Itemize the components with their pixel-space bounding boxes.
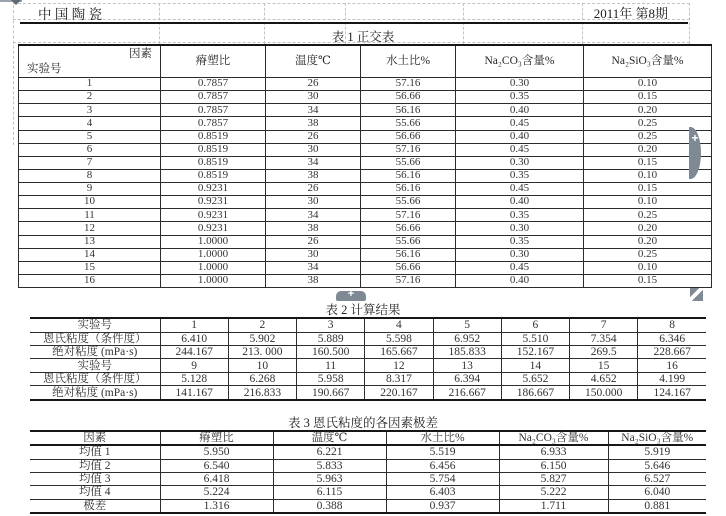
table-row <box>19 156 712 169</box>
table-row <box>19 248 712 261</box>
table-row <box>19 235 712 248</box>
cell: 6.268 <box>228 372 296 385</box>
cell: 5.889 <box>297 332 365 345</box>
cell: 6.418 <box>160 472 273 485</box>
table1-caption: 表 1 正交表 <box>331 30 395 44</box>
cell: 5.919 <box>608 445 706 459</box>
table-row <box>30 345 706 358</box>
cell: 0.45 <box>456 183 584 196</box>
cell: 55.66 <box>361 196 456 209</box>
cell: 5.519 <box>386 445 499 459</box>
cell: 30 <box>266 196 361 209</box>
cell: 5.833 <box>273 459 386 472</box>
cell: 0.20 <box>584 143 712 156</box>
cell: 0.20 <box>584 104 712 117</box>
cell: 均值 4 <box>30 486 160 499</box>
corner-factor-label: 因素 <box>129 48 152 60</box>
cell: 0.388 <box>273 499 386 513</box>
cell: 0.30 <box>456 78 584 91</box>
cell: 2 <box>19 91 161 104</box>
cell: 244.167 <box>160 345 228 358</box>
cell: 4 <box>19 117 161 130</box>
cell: 0.40 <box>456 130 584 143</box>
journal-title: 中 国 陶 瓷 <box>38 7 103 22</box>
table-row <box>19 261 712 274</box>
cell: 因素 <box>30 431 160 445</box>
cell: 14 <box>19 248 161 261</box>
cell: 水土比% <box>361 45 456 78</box>
cell: 0.9231 <box>161 196 266 209</box>
cell: 温度℃ <box>273 431 386 445</box>
cell: 160.500 <box>297 345 365 358</box>
cell: 0.35 <box>456 235 584 248</box>
cell: 6.403 <box>386 486 499 499</box>
cell: 0.40 <box>456 196 584 209</box>
cell: 11 <box>19 209 161 222</box>
table-row <box>30 332 706 345</box>
cell: 9 <box>160 359 228 372</box>
cell: 11 <box>297 359 365 372</box>
table-row <box>30 472 706 485</box>
cell: 12 <box>365 359 433 372</box>
caret-down-icon <box>11 0 21 5</box>
cell: 55.66 <box>361 156 456 169</box>
cell: 6 <box>19 143 161 156</box>
cell: 0.40 <box>456 104 584 117</box>
cell: 26 <box>266 130 361 143</box>
cell: 6.540 <box>160 459 273 472</box>
cell: 56.66 <box>361 261 456 274</box>
cell: 7 <box>570 318 638 332</box>
table-row <box>30 445 706 459</box>
cell: 0.35 <box>456 209 584 222</box>
cell: 0.8519 <box>161 169 266 182</box>
cell: 5.958 <box>297 372 365 385</box>
corner-experiment-label: 实验号 <box>27 62 62 75</box>
cell: 228.667 <box>638 345 706 358</box>
cell: 0.9231 <box>161 209 266 222</box>
cell: 0.45 <box>456 143 584 156</box>
cell: 6.410 <box>160 332 228 345</box>
cell: 5.646 <box>608 459 706 472</box>
cell: 30 <box>266 143 361 156</box>
cell: 0.10 <box>584 78 712 91</box>
cell: 5.510 <box>501 332 569 345</box>
table-row <box>19 104 712 117</box>
cell: 0.40 <box>456 274 584 287</box>
table-row <box>30 359 706 372</box>
cell: 实验号 <box>30 359 160 372</box>
plus-icon: + <box>691 131 699 145</box>
table-row <box>19 196 712 209</box>
cell: 0.10 <box>584 261 712 274</box>
table-row <box>19 78 712 91</box>
cell: 极差 <box>30 499 160 513</box>
cell: 26 <box>266 235 361 248</box>
cell: 绝对粘度 (mPa·s) <box>30 386 160 400</box>
table-row <box>19 274 712 287</box>
cell: 1.0000 <box>161 261 266 274</box>
cell: 0.30 <box>456 222 584 235</box>
cell: 57.16 <box>361 78 456 91</box>
cell: 10 <box>19 196 161 209</box>
cell: 1.0000 <box>161 248 266 261</box>
cell: 5.963 <box>273 472 386 485</box>
table-row <box>19 117 712 130</box>
cell: 0.20 <box>584 235 712 248</box>
cell: 6.394 <box>433 372 501 385</box>
cell: 0.15 <box>584 274 712 287</box>
cell: 216.833 <box>228 386 296 400</box>
cell: 0.30 <box>456 156 584 169</box>
cell: 0.7857 <box>161 117 266 130</box>
cell: 5 <box>19 130 161 143</box>
cell: 141.167 <box>160 386 228 400</box>
cell: 38 <box>266 169 361 182</box>
cell: 6.952 <box>433 332 501 345</box>
cell: 34 <box>266 156 361 169</box>
cell: 5.652 <box>501 372 569 385</box>
corner-cell <box>19 45 161 78</box>
cell: 恩氏粘度（条件度） <box>30 372 160 385</box>
table3-header-row <box>30 431 706 445</box>
table-row <box>19 130 712 143</box>
cell: 56.16 <box>361 104 456 117</box>
cell: 8 <box>638 318 706 332</box>
cell: 16 <box>638 359 706 372</box>
cell: 0.15 <box>584 156 712 169</box>
cell: 0.35 <box>456 169 584 182</box>
cell: 0.20 <box>584 222 712 235</box>
cell: 0.10 <box>584 169 712 182</box>
cell: 6.933 <box>499 445 608 459</box>
cell: 6 <box>501 318 569 332</box>
cell: 0.25 <box>584 248 712 261</box>
table-row <box>30 499 706 513</box>
cell: Na₂CO₃含量% <box>456 45 584 78</box>
header-rule <box>20 22 688 24</box>
table-row <box>19 222 712 235</box>
cell: 30 <box>266 248 361 261</box>
cell: 15 <box>570 359 638 372</box>
table2-caption: 表 2 计算结果 <box>325 303 401 317</box>
cell: 0.25 <box>584 130 712 143</box>
cell: 16 <box>19 274 161 287</box>
cell: 0.15 <box>584 91 712 104</box>
cell: 3 <box>19 104 161 117</box>
cell: 0.8519 <box>161 143 266 156</box>
cell: 5.598 <box>365 332 433 345</box>
cell: 185.833 <box>433 345 501 358</box>
cell: Na₂CO₃含量% <box>499 431 608 445</box>
cell: 38 <box>266 222 361 235</box>
cell: 9 <box>19 183 161 196</box>
cell: 165.667 <box>365 345 433 358</box>
table2-body <box>30 318 706 400</box>
table1-body <box>19 78 712 288</box>
results-table <box>30 317 706 401</box>
cell: 38 <box>266 117 361 130</box>
cell: 190.667 <box>297 386 365 400</box>
cell: 4.652 <box>570 372 638 385</box>
cell: 152.167 <box>501 345 569 358</box>
table1-header-row <box>19 45 712 78</box>
grid-line <box>13 19 690 20</box>
cell: 13 <box>433 359 501 372</box>
cell: 水土比% <box>386 431 499 445</box>
orthogonal-table <box>18 44 712 288</box>
cell: 均值 1 <box>30 445 160 459</box>
cell: 57.16 <box>361 143 456 156</box>
cell: 0.45 <box>456 261 584 274</box>
cell: 1 <box>160 318 228 332</box>
cell: 12 <box>19 222 161 235</box>
cell: 恩氏粘度（条件度） <box>30 332 160 345</box>
table-row <box>30 372 706 385</box>
cell: 0.10 <box>584 196 712 209</box>
cell: 0.8519 <box>161 156 266 169</box>
cell: 8.317 <box>365 372 433 385</box>
cell: 56.16 <box>361 183 456 196</box>
cell: 55.66 <box>361 117 456 130</box>
cell: 温度℃ <box>266 45 361 78</box>
table-row <box>30 486 706 499</box>
table-row <box>19 143 712 156</box>
cell: 5.902 <box>228 332 296 345</box>
table-row <box>19 209 712 222</box>
cell: 1.711 <box>499 499 608 513</box>
cell: 34 <box>266 209 361 222</box>
cell: 56.16 <box>361 169 456 182</box>
cell: 0.35 <box>456 91 584 104</box>
cell: 瘠塑比 <box>161 45 266 78</box>
cell: 0.937 <box>386 499 499 513</box>
cell: 8 <box>19 169 161 182</box>
cell: 6.221 <box>273 445 386 459</box>
cell: 56.16 <box>361 248 456 261</box>
cell: 0.9231 <box>161 222 266 235</box>
cell: 26 <box>266 78 361 91</box>
cell: 150.000 <box>570 386 638 400</box>
cell: 15 <box>19 261 161 274</box>
cell: Na₂SiO₃含量% <box>608 431 706 445</box>
cell: 0.7857 <box>161 91 266 104</box>
issue-label: 2011年 第8期 <box>593 6 668 21</box>
cell: 0.9231 <box>161 183 266 196</box>
cell: 瘠塑比 <box>160 431 273 445</box>
cell: 0.7857 <box>161 78 266 91</box>
cell: 0.7857 <box>161 104 266 117</box>
cell: 269.5 <box>570 345 638 358</box>
cell: 5.128 <box>160 372 228 385</box>
grid-line <box>13 3 690 4</box>
cell: 7 <box>19 156 161 169</box>
table3-body <box>30 445 706 513</box>
resize-grip-icon[interactable] <box>690 288 703 301</box>
cell: 220.167 <box>365 386 433 400</box>
cell: 5.950 <box>160 445 273 459</box>
cell: 实验号 <box>30 318 160 332</box>
table-row <box>19 183 712 196</box>
range-analysis-table <box>30 430 706 514</box>
table-row <box>19 91 712 104</box>
cell: 213. 000 <box>228 345 296 358</box>
cell: Na₂SiO₃含量% <box>584 45 712 78</box>
cell: 13 <box>19 235 161 248</box>
cell: 0.45 <box>456 117 584 130</box>
cell: 14 <box>501 359 569 372</box>
cell: 10 <box>228 359 296 372</box>
cell: 57.16 <box>361 209 456 222</box>
cell: 6.527 <box>608 472 706 485</box>
cell: 56.66 <box>361 130 456 143</box>
cell: 186.667 <box>501 386 569 400</box>
cell: 6.040 <box>608 486 706 499</box>
plus-icon: + <box>347 288 355 300</box>
cell: 55.66 <box>361 235 456 248</box>
cell: 均值 2 <box>30 459 160 472</box>
cell: 216.667 <box>433 386 501 400</box>
cell: 4 <box>365 318 433 332</box>
cell: 0.25 <box>584 117 712 130</box>
cell: 均值 3 <box>30 472 160 485</box>
cell: 0.881 <box>608 499 706 513</box>
cell: 38 <box>266 274 361 287</box>
cell: 5.827 <box>499 472 608 485</box>
cell: 1.316 <box>160 499 273 513</box>
table3-caption: 表 3 恩氏粘度的各因素极差 <box>287 416 438 430</box>
cell: 5 <box>433 318 501 332</box>
grid-line <box>13 0 14 145</box>
cell: 56.66 <box>361 222 456 235</box>
cell: 5.754 <box>386 472 499 485</box>
cell: 6.115 <box>273 486 386 499</box>
cell: 5.224 <box>160 486 273 499</box>
cell: 6.456 <box>386 459 499 472</box>
cell: 56.66 <box>361 91 456 104</box>
cell: 3 <box>297 318 365 332</box>
table-row <box>30 459 706 472</box>
cell: 30 <box>266 91 361 104</box>
cell: 1.0000 <box>161 274 266 287</box>
cell: 1 <box>19 78 161 91</box>
cell: 4.199 <box>638 372 706 385</box>
cell: 0.25 <box>584 209 712 222</box>
cell: 6.346 <box>638 332 706 345</box>
cell: 0.15 <box>584 183 712 196</box>
cell: 2 <box>228 318 296 332</box>
cell: 6.150 <box>499 459 608 472</box>
table-row <box>19 169 712 182</box>
table-row <box>30 386 706 400</box>
cell: 124.167 <box>638 386 706 400</box>
cell: 34 <box>266 261 361 274</box>
cell: 57.16 <box>361 274 456 287</box>
cell: 7.354 <box>570 332 638 345</box>
cell: 1.0000 <box>161 235 266 248</box>
table-row <box>30 318 706 332</box>
cell: 34 <box>266 104 361 117</box>
cell: 0.8519 <box>161 130 266 143</box>
cell: 0.30 <box>456 248 584 261</box>
cell: 5.222 <box>499 486 608 499</box>
cell: 绝对粘度 (mPa·s) <box>30 345 160 358</box>
cell: 26 <box>266 183 361 196</box>
